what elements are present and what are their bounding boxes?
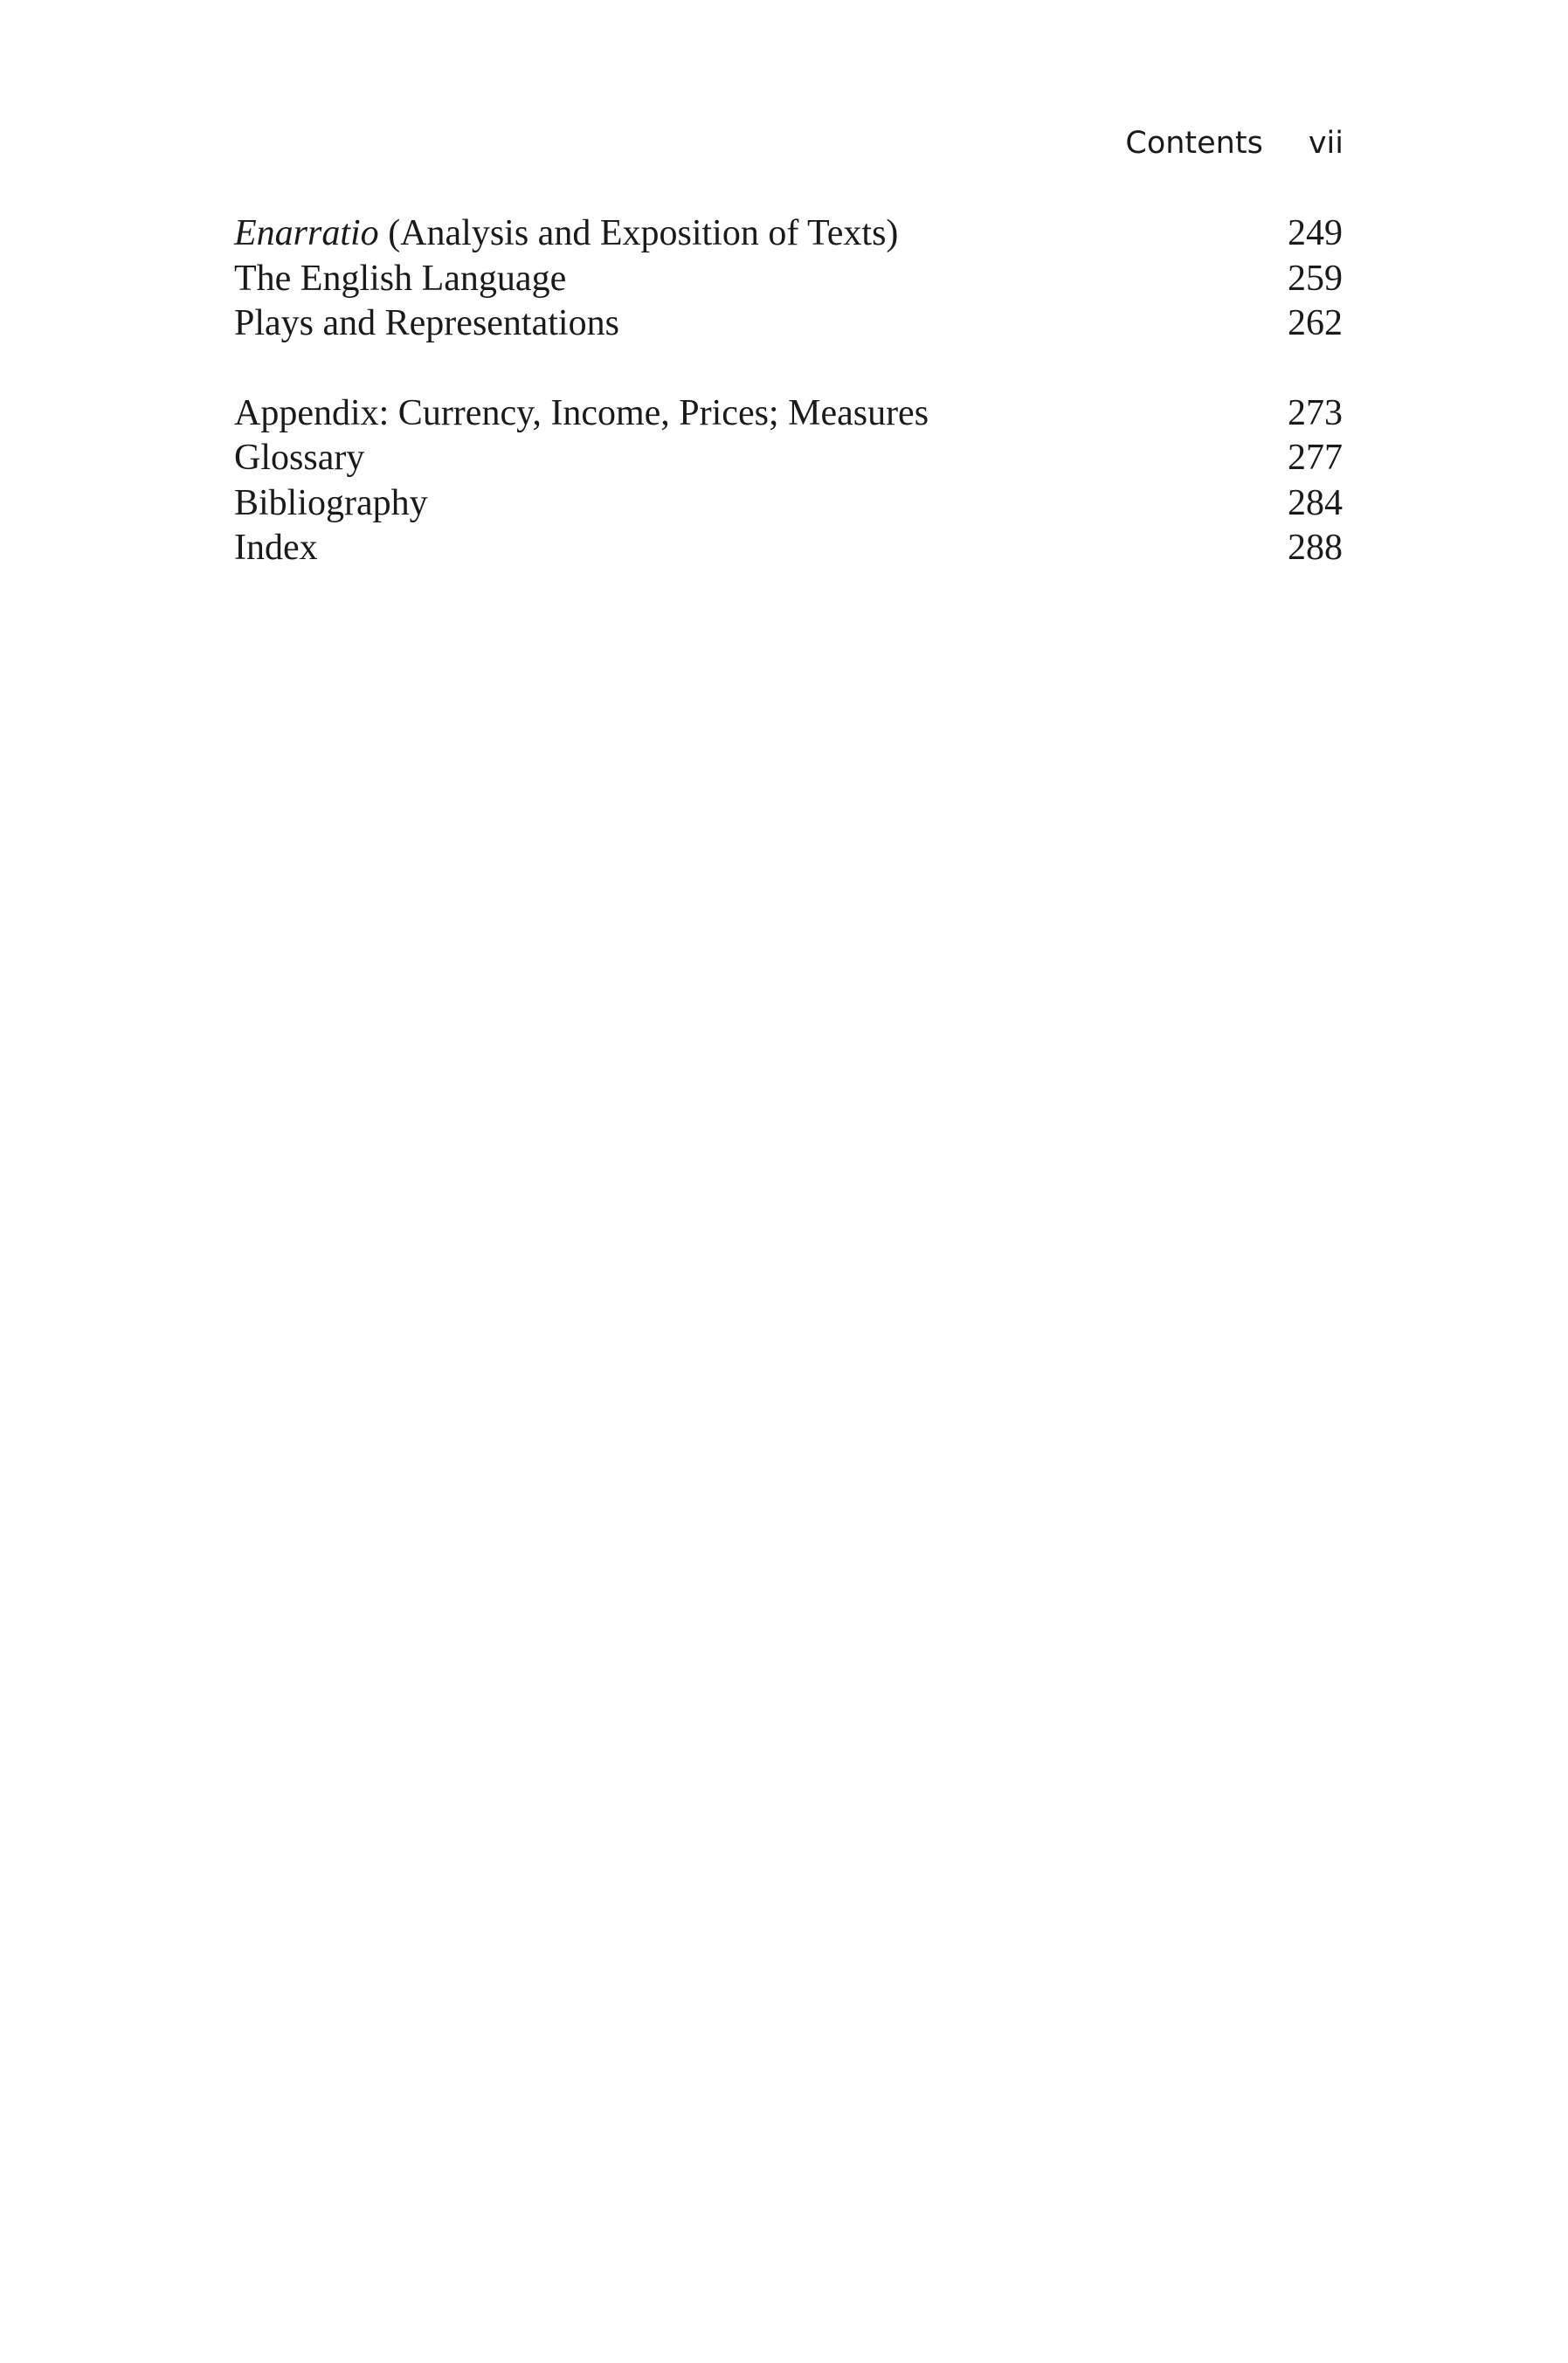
toc-entry-title [234, 211, 898, 257]
toc-entry-glossary [234, 436, 1343, 481]
running-head-page-number: vii [1308, 126, 1344, 161]
toc-entry-title-text: (Analysis and Exposition of Texts) [378, 213, 899, 253]
toc-entry-title-italic: Enarratio [234, 213, 379, 253]
toc-entry-title: Plays and Representations [234, 303, 619, 343]
toc-group-back-matter [234, 391, 1343, 571]
toc-entry-page: 288 [1288, 528, 1343, 568]
toc-entry-bibliography [234, 481, 1343, 527]
toc-entry-page: 284 [1288, 482, 1343, 523]
toc-entry-title: Index [234, 528, 318, 568]
toc-group-chapters [234, 211, 1343, 347]
table-of-contents [234, 211, 1343, 571]
running-head-title: Contents [1125, 126, 1263, 161]
toc-entry-page: 262 [1288, 303, 1343, 343]
toc-entry-title: Glossary [234, 438, 365, 478]
toc-entry-title: Appendix: Currency, Income, Prices; Measures [234, 392, 929, 433]
toc-entry-index [234, 526, 1343, 571]
toc-entry-title: The English Language [234, 258, 567, 299]
toc-entry-page: 259 [1288, 258, 1343, 299]
toc-entry-title: Bibliography [234, 482, 428, 523]
toc-entry [234, 301, 1343, 347]
toc-entry-page: 249 [1288, 213, 1343, 253]
toc-entry-page: 273 [1288, 392, 1343, 433]
toc-entry [234, 257, 1343, 302]
toc-entry-appendix [234, 391, 1343, 437]
toc-entry-page: 277 [1288, 438, 1343, 478]
toc-entry [234, 211, 1343, 257]
running-head [1125, 124, 1344, 162]
